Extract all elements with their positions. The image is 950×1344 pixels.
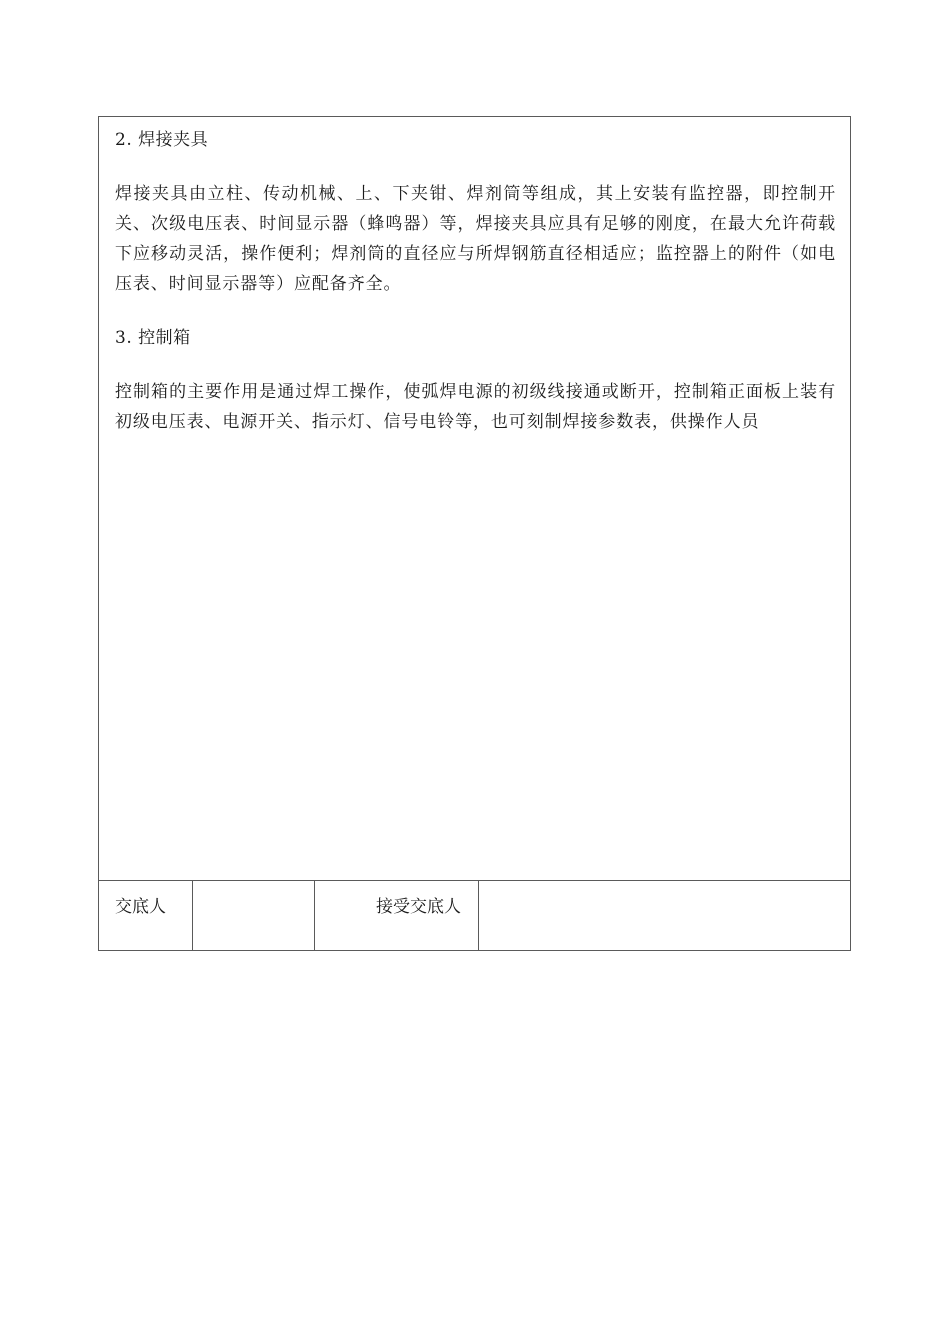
discloser-signature-field[interactable] bbox=[193, 881, 315, 950]
receiver-signature-field[interactable] bbox=[479, 881, 850, 950]
section-body-control-box: 控制箱的主要作用是通过焊工操作，使弧焊电源的初级线接通或断开，控制箱正面板上装有初级电压表、电源开关、指示灯、信号电铃等，也可刻制焊接参数表，供操作人员 bbox=[115, 382, 836, 432]
section-heading-control-box: 3. 控制箱 bbox=[115, 328, 191, 348]
discloser-label: 交底人 bbox=[99, 881, 193, 950]
signature-row bbox=[99, 881, 850, 950]
section-heading-welding-fixture: 2. 焊接夹具 bbox=[115, 130, 209, 150]
disclosure-table bbox=[98, 116, 851, 951]
receiver-label: 接受交底人 bbox=[315, 881, 479, 950]
content-cell bbox=[99, 117, 850, 881]
section-body-welding-fixture: 焊接夹具由立柱、传动机械、上、下夹钳、焊剂筒等组成，其上安装有监控器，即控制开关、次级电压表、时间显示器（蜂鸣器）等，焊接夹具应具有足够的刚度，在最大允许荷载下应移动灵活，操作便利；焊剂筒的直径应与所焊钢筋直径相适应；监控器上的附件（如电压表、时间显示器等）应配备齐全。 bbox=[115, 184, 836, 294]
